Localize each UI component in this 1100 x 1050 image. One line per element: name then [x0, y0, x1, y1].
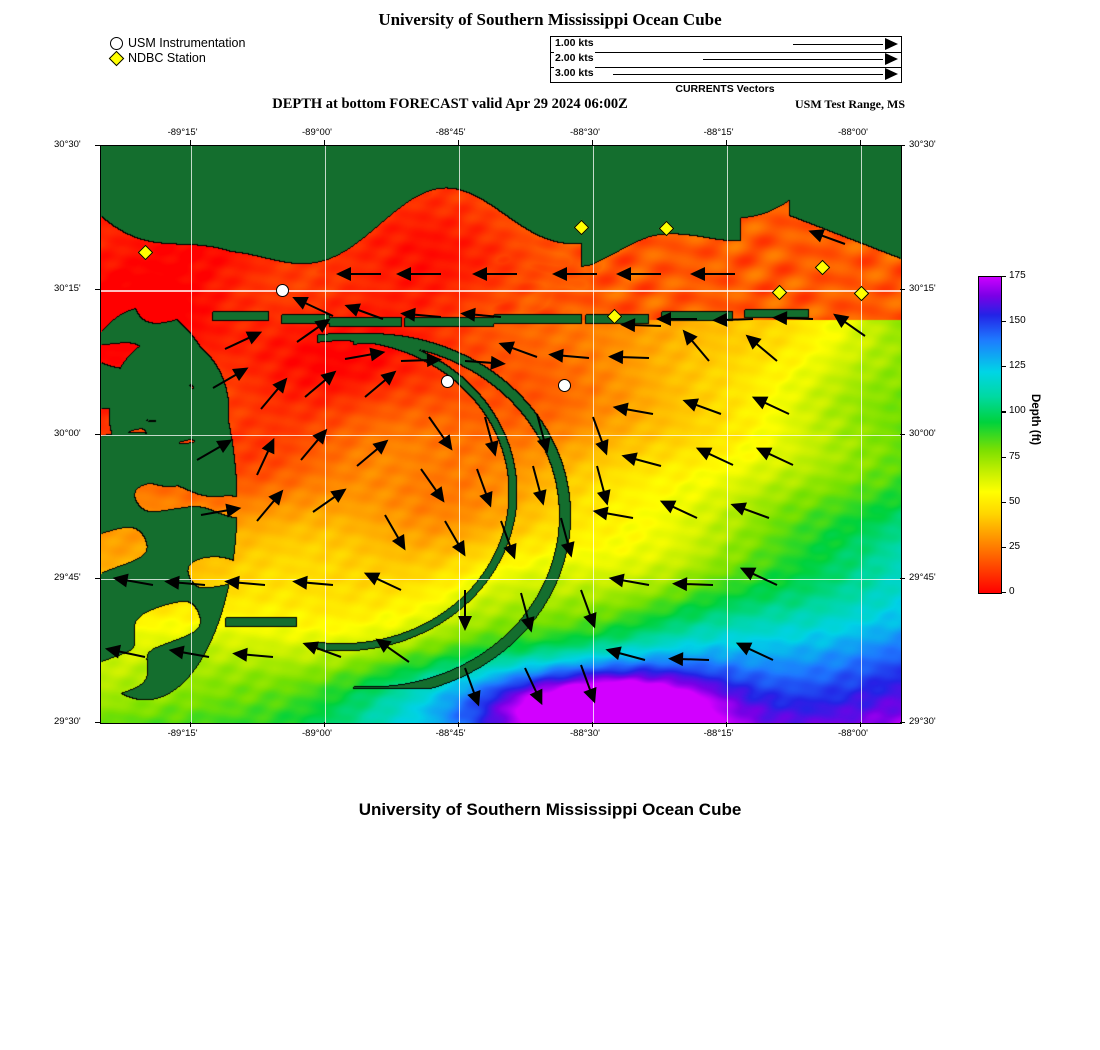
legend-label-usm: USM Instrumentation: [128, 36, 246, 50]
colorbar-tick-label: 175: [1009, 270, 1026, 281]
axis-tick: [324, 140, 325, 145]
y-axis-label-left: 30°15': [54, 283, 81, 295]
colorbar-tick-label: 0: [1009, 586, 1015, 597]
usm-instrumentation-marker[interactable]: [441, 375, 454, 388]
x-axis-label-top: -88°15': [703, 127, 734, 138]
current-vector-arrow: [683, 583, 713, 584]
legend-label-ndbc: NDBC Station: [128, 51, 206, 65]
axis-tick: [726, 140, 727, 145]
gridline-horizontal: [101, 579, 901, 580]
vector-head-icon: [885, 68, 898, 80]
legend-item-usm: [108, 36, 245, 51]
vector-scale-row: [551, 37, 901, 52]
axis-tick: [860, 722, 861, 727]
axis-tick: [592, 722, 593, 727]
map-plot-area[interactable]: [100, 145, 902, 724]
vector-shaft-icon: [703, 59, 883, 60]
colorbar-gradient: [978, 276, 1002, 594]
x-axis-label-bottom: -88°00': [838, 728, 868, 739]
colorbar-tick: [1001, 547, 1006, 548]
vector-head-icon: [885, 38, 898, 50]
circle-marker-icon: [108, 36, 128, 51]
x-axis-label-top: -88°45': [435, 127, 466, 138]
current-vector-arrow: [631, 325, 661, 326]
y-axis-label-left: 29°30': [54, 716, 81, 727]
colorbar-tick: [1001, 592, 1006, 593]
axis-tick: [95, 722, 100, 723]
x-axis-label-bottom: -88°15': [703, 728, 734, 739]
x-axis-label-top: -88°30': [570, 127, 600, 138]
current-vector-arrow: [401, 360, 431, 361]
footer-title: University of Southern Mississippi Ocean Cube: [358, 800, 742, 819]
page-title: University of Southern Mississippi Ocean Cube: [378, 10, 722, 29]
axis-tick: [900, 722, 905, 723]
vector-scale-caption: CURRENTS Vectors: [675, 83, 775, 95]
y-axis-label-right: 29°45': [909, 571, 936, 583]
colorbar-tick: [1001, 276, 1006, 277]
y-axis-label-left: 29°45': [54, 571, 81, 583]
vector-scale-label: 1.00 kts: [555, 37, 594, 49]
colorbar-tick-label: 125: [1009, 360, 1026, 372]
axis-tick: [458, 140, 459, 145]
axis-tick: [95, 578, 100, 579]
x-axis-label-bottom: -89°15': [167, 728, 198, 739]
forecast-subtitle: DEPTH at bottom FORECAST valid Apr 29 2024 06:00Z: [272, 96, 628, 112]
current-vector-arrow: [723, 319, 753, 320]
axis-tick: [726, 722, 727, 727]
axis-tick: [95, 289, 100, 290]
axis-tick: [95, 434, 100, 435]
x-axis-label-top: -89°00': [302, 127, 332, 138]
x-axis-label-top: -88°00': [838, 127, 868, 138]
colorbar-tick-label: 50: [1009, 495, 1021, 507]
y-axis-label-right: 30°30': [909, 139, 936, 150]
y-axis-label-right: 30°15': [909, 283, 936, 295]
vector-scale-row: [551, 52, 901, 67]
colorbar-tick: [1001, 411, 1006, 412]
vector-shaft-icon: [793, 44, 883, 45]
colorbar-title: Depth (ft): [1029, 394, 1041, 446]
vector-shaft-icon: [613, 74, 883, 75]
colorbar-tick-label: 25: [1009, 540, 1021, 552]
axis-tick: [900, 578, 905, 579]
axis-tick: [900, 434, 905, 435]
x-axis-label-bottom: -88°30': [570, 728, 600, 739]
vector-scale-row: [551, 67, 901, 82]
diamond-marker-icon: [108, 51, 128, 66]
x-axis-label-bottom: -88°45': [435, 728, 466, 739]
y-axis-label-right: 29°30': [909, 716, 936, 727]
vector-scale-label: 3.00 kts: [555, 67, 594, 79]
current-vector-arrow: [679, 658, 709, 659]
colorbar-tick-label: 75: [1009, 450, 1021, 462]
axis-tick: [860, 140, 861, 145]
colorbar-tick-label: 100: [1009, 405, 1026, 417]
vector-head-icon: [885, 53, 898, 65]
region-label: USM Test Range, MS: [794, 97, 905, 111]
colorbar-tick: [1001, 366, 1006, 367]
axis-tick: [324, 722, 325, 727]
axis-tick: [190, 140, 191, 145]
axis-tick: [900, 289, 905, 290]
station-legend: [108, 36, 245, 66]
axis-tick: [592, 140, 593, 145]
x-axis-label-top: -89°15': [167, 127, 198, 138]
usm-instrumentation-marker[interactable]: [276, 284, 289, 297]
current-vector-arrow: [783, 318, 813, 319]
colorbar-tick: [1001, 457, 1006, 458]
vector-scale-label: 2.00 kts: [555, 52, 594, 64]
vector-scale-box: [550, 36, 902, 83]
axis-tick: [95, 145, 100, 146]
gridline-horizontal: [101, 435, 901, 436]
axis-tick: [900, 145, 905, 146]
colorbar-tick: [1001, 321, 1006, 322]
x-axis-label-bottom: -89°00': [302, 728, 332, 739]
axis-tick: [458, 722, 459, 727]
legend-item-ndbc: [108, 51, 245, 66]
y-axis-label-left: 30°30': [54, 139, 81, 150]
colorbar-tick: [1001, 502, 1006, 503]
axis-tick: [190, 722, 191, 727]
colorbar-tick-label: 150: [1009, 315, 1026, 327]
y-axis-label-right: 30°00': [909, 427, 936, 439]
y-axis-label-left: 30°00': [54, 427, 81, 439]
